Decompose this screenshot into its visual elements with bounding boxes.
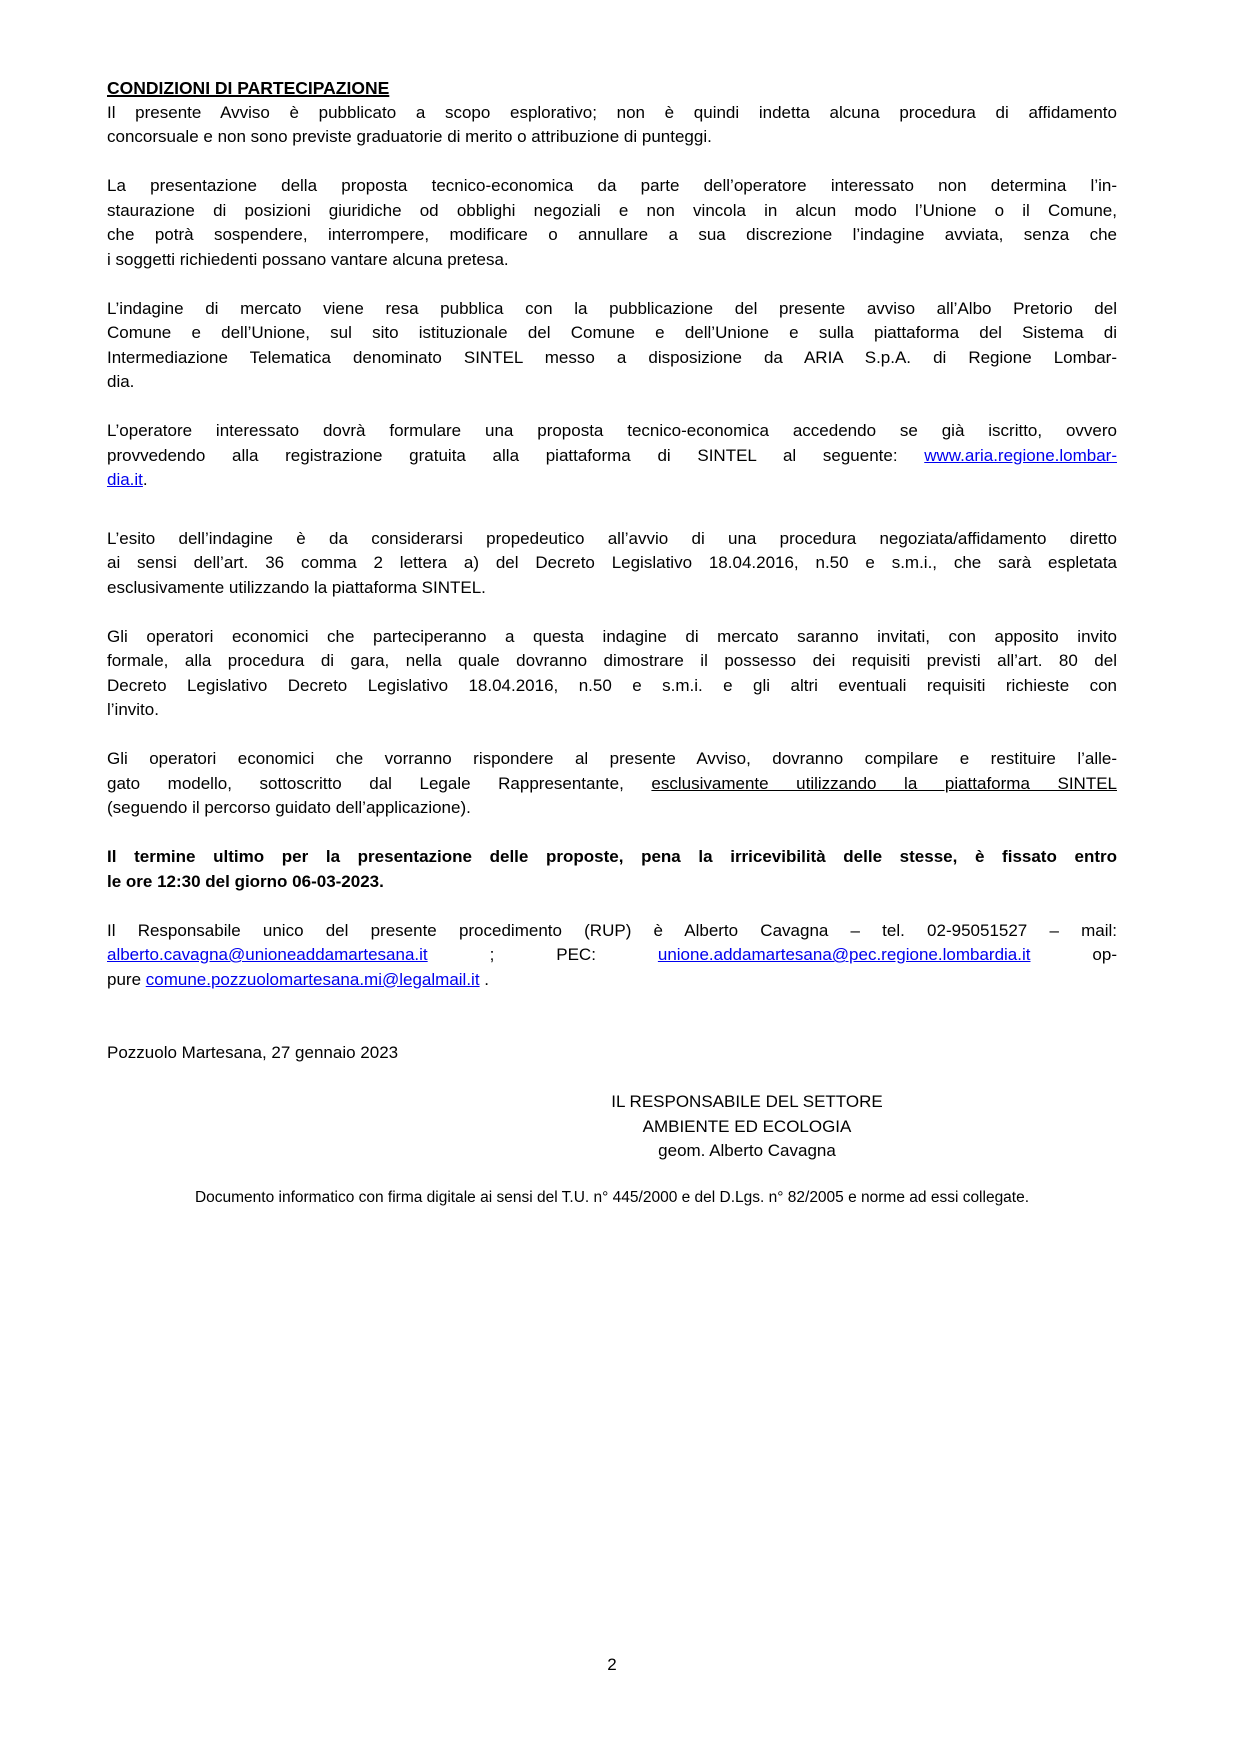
text-run: (seguendo il percorso guidato dell’applicazione).	[107, 798, 471, 817]
text-line	[107, 174, 1117, 199]
section-heading: CONDIZIONI DI PARTECIPAZIONE	[107, 78, 390, 98]
text-line	[107, 968, 1117, 993]
paragraph-5	[107, 527, 1117, 601]
text-line	[107, 747, 1117, 772]
text-line	[107, 919, 1117, 944]
text-run: Comune e dell’Unione, sul sito istituzionale del Comune e dell’Unione e sulla piattaforma del Sistema di	[107, 323, 1117, 342]
date-line: Pozzuolo Martesana, 27 gennaio 2023	[107, 1043, 399, 1062]
text-line	[107, 248, 1117, 273]
text-run: L’esito dell’indagine è da considerarsi propedeutico all’avvio di una procedura negoziata/affidamento diretto	[107, 528, 1117, 548]
text-line	[107, 796, 1117, 821]
text-line	[107, 321, 1117, 346]
text-line	[107, 527, 1117, 552]
hyperlink[interactable]: comune.pozzuolomartesana.mi@legalmail.it	[145, 969, 480, 989]
text-line	[107, 223, 1117, 248]
text-line	[107, 370, 1117, 395]
hyperlink[interactable]: alberto.cavagna@unioneaddamartesana.it	[107, 945, 428, 964]
text-run: ; PEC:	[427, 945, 658, 964]
text-run: Il presente Avviso è pubblicato a scopo esplorativo; non è quindi indetta alcuna procedura di affidamento	[107, 102, 1117, 122]
hyperlink[interactable]: dia.it	[107, 470, 143, 489]
text-line	[107, 625, 1117, 650]
text-run: concorsuale e non sono previste graduatorie di merito o attribuzione di punteggi.	[107, 127, 712, 146]
text-line	[107, 444, 1117, 469]
text-run: che potrà sospendere, interrompere, modificare o annullare a sua discrezione l’indagine avviata, senza che	[107, 225, 1117, 244]
text-run: L’operatore interessato dovrà formulare una proposta tecnico-economica accedendo se già iscritto, ovvero	[107, 421, 1117, 440]
text-run: op-	[1030, 945, 1117, 964]
paragraph-9	[107, 919, 1117, 993]
text-line	[107, 649, 1117, 674]
text-line	[107, 297, 1117, 322]
text-line	[107, 199, 1117, 224]
signature-name: geom. Alberto Cavagna	[658, 1141, 836, 1160]
text-run: Il Responsabile unico del presente procedimento (RUP) è Alberto Cavagna – tel. 02-95051527 – mail:	[107, 920, 1117, 940]
text-run: Il termine ultimo per la presentazione delle proposte, pena la irricevibilità delle stesse, è fissato entro	[107, 847, 1117, 866]
text-line	[107, 101, 1117, 126]
signature-role-line-1: IL RESPONSABILE DEL SETTORE	[611, 1092, 883, 1111]
text-line	[107, 419, 1117, 444]
text-run: .	[142, 470, 148, 489]
hyperlink[interactable]: www.aria.regione.lombar-	[924, 445, 1117, 465]
paragraph-4	[107, 419, 1117, 493]
underlined-text: esclusivamente utilizzando la piattaforma SINTEL	[651, 773, 1117, 793]
paragraph-6	[107, 625, 1117, 723]
text-run: le ore 12:30 del giorno 06-03-2023.	[107, 871, 384, 891]
page-number: 2	[607, 1655, 617, 1674]
text-line	[107, 698, 1117, 723]
document-body	[107, 101, 1117, 993]
text-run: Intermediazione Telematica denominato SINTEL messo a disposizione da ARIA S.p.A. di Regione Lombar-	[107, 347, 1117, 367]
text-line	[107, 870, 1117, 895]
text-run: formale, alla procedura di gara, nella quale dovranno dimostrare il possesso dei requisiti previsti all’art. 80 del	[107, 651, 1117, 670]
text-run: l’invito.	[107, 700, 159, 719]
text-run: Gli operatori economici che vorranno rispondere al presente Avviso, dovranno compilare e restituire l’alle-	[107, 749, 1117, 768]
paragraph-1	[107, 101, 1117, 150]
text-run: Decreto Legislativo Decreto Legislativo 18.04.2016, n.50 e s.m.i. e gli altri eventuali requisiti richieste con	[107, 675, 1117, 695]
text-run: gato modello, sottoscritto dal Legale Rappresentante,	[107, 773, 652, 793]
text-run: pure	[107, 969, 146, 989]
text-run: ai sensi dell’art. 36 comma 2 lettera a) del Decreto Legislativo 18.04.2016, n.50 e s.m.i., che sarà espletata	[107, 553, 1117, 572]
text-run: provvedendo alla registrazione gratuita alla piattaforma di SINTEL al seguente:	[107, 445, 925, 465]
text-run: La presentazione della proposta tecnico-economica da parte dell’operatore interessato non determina l’in-	[107, 176, 1117, 195]
text-run: .	[479, 969, 490, 989]
signature-role-line-2: AMBIENTE ED ECOLOGIA	[642, 1116, 852, 1136]
paragraph-7	[107, 747, 1117, 821]
text-line	[107, 772, 1117, 797]
paragraph-8	[107, 845, 1117, 894]
text-run: esclusivamente utilizzando la piattaforma SINTEL.	[107, 577, 486, 597]
text-line	[107, 551, 1117, 576]
text-line	[107, 346, 1117, 371]
paragraph-3	[107, 297, 1117, 395]
text-run: dia.	[107, 372, 135, 391]
text-run: L’indagine di mercato viene resa pubblica con la pubblicazione del presente avviso all’Albo Pretorio del	[107, 298, 1117, 318]
text-line	[107, 468, 1117, 493]
text-line	[107, 943, 1117, 968]
text-line	[107, 674, 1117, 699]
signature-block	[367, 1090, 1127, 1164]
text-run: staurazione di posizioni giuridiche od obblighi negoziali e non vincola in alcun modo l’Unione o il Comune,	[107, 200, 1117, 220]
hyperlink[interactable]: unione.addamartesana@pec.regione.lombardia.it	[657, 945, 1031, 964]
paragraph-2	[107, 174, 1117, 272]
text-line	[107, 125, 1117, 150]
legal-note: Documento informatico con firma digitale ai sensi del T.U. n° 445/2000 e del D.Lgs. n° 82/2005 e norme ad essi collegate.	[194, 1188, 1030, 1206]
text-run: Gli operatori economici che parteciperanno a questa indagine di mercato saranno invitati, con apposito invito	[107, 626, 1117, 646]
text-line	[107, 845, 1117, 870]
text-run: i soggetti richiedenti possano vantare alcuna pretesa.	[107, 249, 509, 269]
text-line	[107, 576, 1117, 601]
